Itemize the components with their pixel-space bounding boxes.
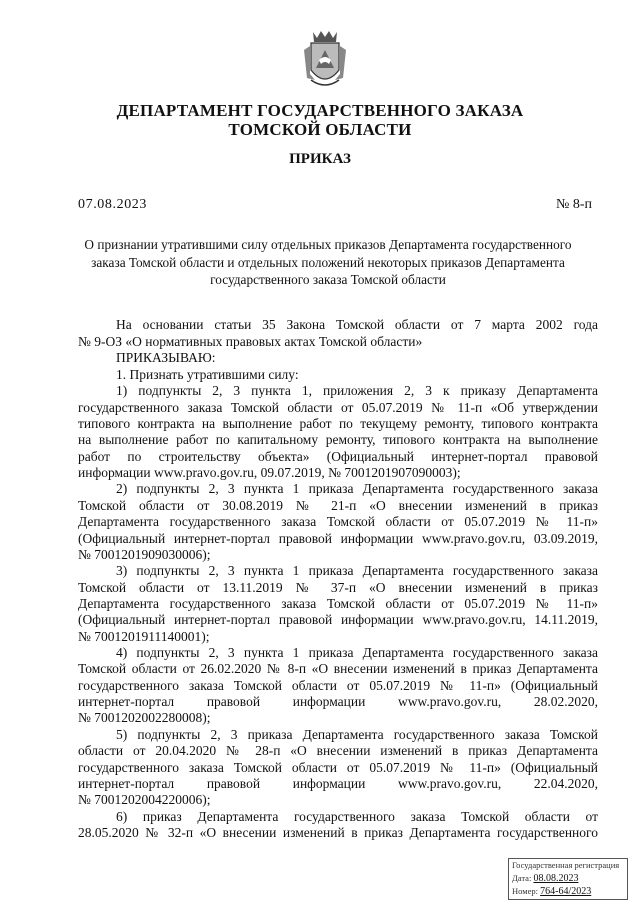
body-line: области от 20.04.2020 № 28-п «О внесении изменений в приказ Департамента xyxy=(78,743,598,758)
body-line: 3) подпункты 2, 3 пункта 1 приказа Департамента государственного заказа xyxy=(116,563,598,578)
body-line: информации www.pravo.gov.ru, 09.07.2019, № 7001201907090003); xyxy=(78,465,461,480)
body-line: интернет-портал правовой информации www.pravo.gov.ru, 22.04.2020, xyxy=(78,776,598,791)
body-line: № 9-ОЗ «О нормативных правовых актах Томской области» xyxy=(78,334,423,349)
subject-line: О признании утратившими силу отдельных приказов Департамента государственного xyxy=(84,237,572,252)
body-line-order-word: ПРИКАЗЫВАЮ: xyxy=(116,350,216,365)
body-line: 1) подпункты 2, 3 пункта 1, приложения 2, 3 к приказу Департамента xyxy=(116,383,598,398)
document-type-title: ПРИКАЗ xyxy=(289,151,351,167)
body-line: работ по строительству объекта» (Официальный интернет-портал правовой xyxy=(78,449,598,464)
body-line: Томской области от 26.02.2020 № 8-п «О внесении изменений в приказ Департамента xyxy=(78,661,598,676)
subject-line: государственного заказа Томской области xyxy=(210,272,446,287)
body-line: № 7001201911140001); xyxy=(78,629,210,644)
tomsk-coat-of-arms-icon xyxy=(303,30,347,92)
body-line: № 7001202004220006); xyxy=(78,792,211,807)
department-name-line2: ТОМСКОЙ ОБЛАСТИ xyxy=(228,120,412,139)
body-line: Департамента государственного заказа Томской области от 05.07.2019 № 11-п» xyxy=(78,596,598,611)
order-date: 07.08.2023 xyxy=(78,197,147,212)
body-line: 5) подпункты 2, 3 приказа Департамента государственного заказа Томской xyxy=(116,727,598,742)
subject-line: заказа Томской области и отдельных положений некоторых приказов Департамента xyxy=(91,254,565,270)
order-subject xyxy=(70,236,586,289)
stamp-date-value: 08.08.2023 xyxy=(533,873,579,884)
body-line: государственного заказа Томской области от 05.07.2019 № 11-п» (Официальный xyxy=(78,760,598,775)
body-line: Томской области от 30.08.2019 № 21-п «О внесении изменений в приказ xyxy=(78,498,598,513)
body-line: На основании статьи 35 Закона Томской области от 7 марта 2002 года xyxy=(116,317,598,332)
body-line: 2) подпункты 2, 3 пункта 1 приказа Департамента государственного заказа xyxy=(116,481,598,496)
stamp-number-label: Номер: xyxy=(512,886,538,896)
body-line: 1. Признать утратившими силу: xyxy=(116,367,299,382)
body-line: государственного заказа Томской области от 05.07.2019 № 11-п» (Официальный xyxy=(78,678,598,693)
body-line: № 7001202002280008); xyxy=(78,710,211,725)
body-line: 4) подпункты 2, 3 пункта 1 приказа Департамента государственного заказа xyxy=(116,645,598,660)
body-line: (Официальный интернет-портал правовой информации www.pravo.gov.ru, 14.11.2019, xyxy=(78,612,598,627)
stamp-number-row xyxy=(512,885,627,898)
body-line: № 7001201909030006); xyxy=(78,547,211,562)
department-name-line1: ДЕПАРТАМЕНТ ГОСУДАРСТВЕННОГО ЗАКАЗА xyxy=(116,101,524,120)
body-line: 6) приказ Департамента государственного заказа Томской области от xyxy=(116,809,598,824)
body-line: интернет-портал правовой информации www.pravo.gov.ru, 28.02.2020, xyxy=(78,694,598,709)
body-line: на выполнение работ по капитальному ремонту, типового контракта на выполнение xyxy=(78,432,598,447)
body-line: государственного заказа Томской области от 05.07.2019 № 11-п «Об утверждении xyxy=(78,400,598,415)
body-line: Томской области от 13.11.2019 № 37-п «О внесении изменений в приказ xyxy=(78,580,598,595)
order-number: № 8-п xyxy=(555,197,592,212)
stamp-date-row xyxy=(512,872,627,885)
registration-stamp xyxy=(508,858,628,900)
body-line: типового контракта на выполнение работ по текущему ремонту, типового контракта xyxy=(78,416,598,431)
stamp-date-label: Дата: xyxy=(512,873,532,883)
stamp-title: Государственная регистрация xyxy=(512,860,620,870)
body-line: 28.05.2020 № 32-п «О внесении изменений в приказ Департамента государственного xyxy=(78,825,598,840)
stamp-number-value: 764-64/2023 xyxy=(540,886,592,897)
body-line: (Официальный интернет-портал правовой информации www.pravo.gov.ru, 03.09.2019, xyxy=(78,531,598,546)
body-line: Департамента государственного заказа Томской области от 05.07.2019 № 11-п» xyxy=(78,514,598,529)
